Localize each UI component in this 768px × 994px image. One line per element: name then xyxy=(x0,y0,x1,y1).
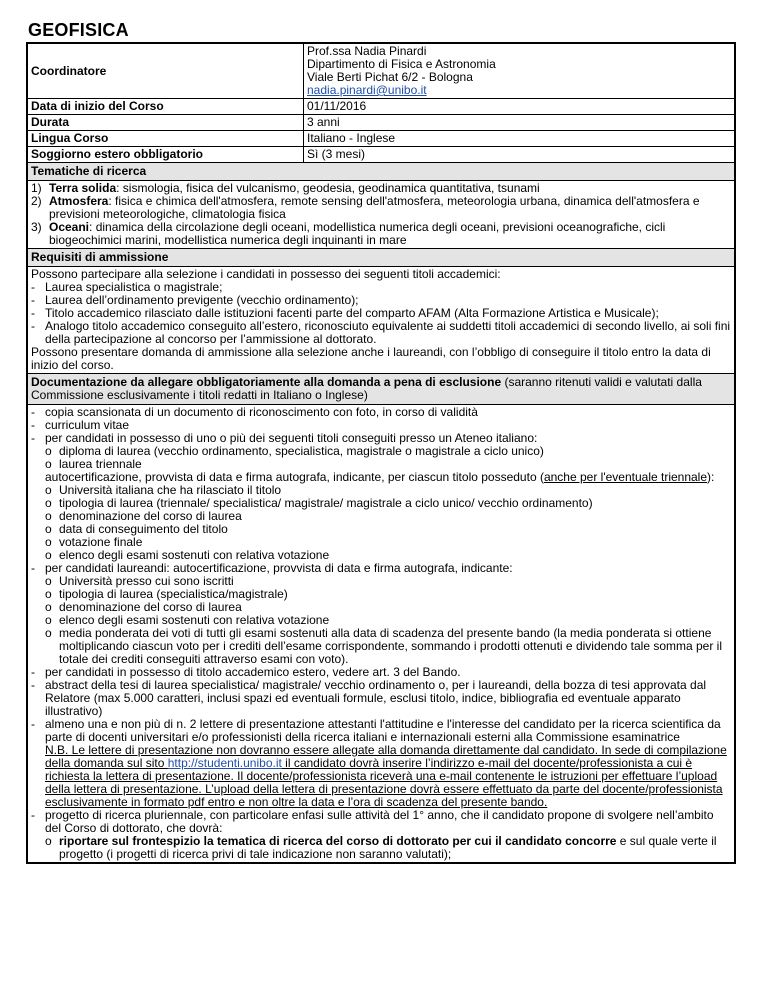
sub-item: o votazione finale xyxy=(45,535,143,549)
coordinatore-email-link[interactable]: nadia.pinardi@unibo.it xyxy=(307,83,427,97)
coordinatore-name: Prof.ssa Nadia Pinardi xyxy=(307,44,427,58)
coordinatore-dept: Dipartimento di Fisica e Astronomia xyxy=(307,57,496,71)
sub-item: o denominazione del corso di laurea xyxy=(45,509,242,523)
durata-value: 3 anni xyxy=(307,115,340,129)
sub-item: o data di conseguimento del titolo xyxy=(45,522,228,536)
documentazione-body xyxy=(28,405,734,862)
sub-item: o denominazione del corso di laurea xyxy=(45,600,242,614)
list-item: 2) Atmosfera: fisica e chimica dell'atmosfera, remote sensing dell'atmosfera, meteorologia urbana, dinamica dell'atmosfera e previsioni meteorologiche, climatologia fisica xyxy=(31,194,700,221)
requisiti-body xyxy=(28,267,734,374)
list-item: - per candidati in possesso di uno o più dei seguenti titoli conseguiti presso un Ateneo italiano: xyxy=(31,431,538,445)
sub-item: o elenco degli esami sostenuti con relativa votazione xyxy=(45,548,330,562)
studenti-unibo-link[interactable]: http://studenti.unibo.it xyxy=(167,756,282,770)
list-item: - Analogo titolo accademico conseguito all’estero, riconosciuto equivalente ai suddetti titoli accademici di secondo livello, ai soli fini della partecipazione al concorso per l’ammissione al dottorato. xyxy=(31,319,731,346)
sub-item: o Università presso cui sono iscritti xyxy=(45,574,234,588)
list-item: - per candidati in possesso di titolo accademico estero, vedere art. 3 del Bando. xyxy=(31,665,461,679)
durata-label: Durata xyxy=(28,115,304,130)
lingua-label: Lingua Corso xyxy=(28,131,304,146)
sub-item: o riportare sul frontespizio la tematica di ricerca del corso di dottorato per cui il candidato concorre e sul quale verte il progetto (i progetti di ricerca privi di tale indicazione non saranno valutati); xyxy=(45,834,717,861)
lingua-value: Italiano - Inglese xyxy=(307,131,396,145)
documentazione-header: Documentazione da allegare obbligatoriamente alla domanda a pena di esclusione (saranno ritenuti validi e valutati dalla Commissione esclusivamente i titoli redatti in Italiano o Inglese) xyxy=(28,374,734,405)
row-durata xyxy=(28,115,734,131)
soggiorno-value: Sì (3 mesi) xyxy=(307,147,366,161)
sub-item: o media ponderata dei voti di tutti gli esami sostenuti alla data di scadenza del presente bando (la media ponderata si ottiene moltiplicando ciascun voto per i crediti dell’esame corrispondente, sommando i prodotti ottenuti e dividendo tale somma per il totale dei crediti conseguiti attraverso esami con voto). xyxy=(45,626,723,666)
coordinatore-label: Coordinatore xyxy=(28,44,304,98)
row-coordinatore xyxy=(28,44,734,99)
tematiche-header: Tematiche di ricerca xyxy=(28,163,734,181)
list-item: - progetto di ricerca pluriennale, con particolare enfasi sulle attività del 1° anno, che il candidato propone di svolgere nell’ambito del Corso di dottorato, che dovrà: xyxy=(31,808,714,835)
requisiti-header: Requisiti di ammissione xyxy=(28,249,734,267)
info-table xyxy=(26,42,736,864)
list-item: - copia scansionata di un documento di riconoscimento con foto, in corso di validità xyxy=(31,405,478,419)
list-item: - abstract della tesi di laurea specialistica/ magistrale/ vecchio ordinamento o, per i laureandi, della bozza di tesi approvata dal Relatore (max 5.000 caratteri, inclusi spazi ed eventuali formule, esclusi titolo, indice, bibliografia ed eventuale apparato illustrativo) xyxy=(31,678,707,718)
sub-item: o Università italiana che ha rilasciato il titolo xyxy=(45,483,282,497)
row-soggiorno xyxy=(28,147,734,163)
sub-item: o laurea triennale xyxy=(45,457,142,471)
list-item: - Titolo accademico rilasciato dalle istituzioni facenti parte del comparto AFAM (Alta Formazione Artistica e Musicale); xyxy=(31,306,659,320)
list-item: - almeno una e non più di n. 2 lettere di presentazione attestanti l'attitudine e l'interesse del candidato per la ricerca scientifica da parte di docenti universitari e/o professionisti della ricerca italiani e internazionali esterni alla Commissione esaminatrice xyxy=(31,717,721,744)
soggiorno-label: Soggiorno estero obbligatorio xyxy=(28,147,304,162)
page-title: GEOFISICA xyxy=(28,20,129,40)
list-item: - curriculum vitae xyxy=(31,418,130,432)
row-data-inizio xyxy=(28,99,734,115)
nb-note: N.B. Le lettere di presentazione non dovranno essere allegate alla domanda direttamente dal candidato. In sede di compilazione della domanda sul sito http://studenti.unibo.it il candidato dovrà inserire l’indirizzo e-mail del docente/professionista a cui è richiesta la lettera di presentazione. Il docente/professionista riceverà una e-mail contenente le istruzioni per effettuare l’upload della lettera di presentazione. L’upload della lettera di presentazione dovrà essere effettuato da parte del docente/professionista esclusivamente in formato pdf entro e non oltre la data e l’ora di scadenza del presente bando. xyxy=(45,743,727,809)
sub-item: o tipologia di laurea (specialistica/magistrale) xyxy=(45,587,288,601)
list-item: - Laurea dell’ordinamento previgente (vecchio ordinamento); xyxy=(31,293,359,307)
data-inizio-value: 01/11/2016 xyxy=(307,99,367,113)
sub-item: o tipologia di laurea (triennale/ specialistica/ magistrale/ magistrale a ciclo unico/ vecchio ordinamento) xyxy=(45,496,593,510)
row-lingua xyxy=(28,131,734,147)
requisiti-intro: Possono partecipare alla selezione i candidati in possesso dei seguenti titoli accademici: xyxy=(31,267,501,281)
list-item: 3) Oceani: dinamica della circolazione degli oceani, modellistica numerica degli oceani, previsioni oceanografiche, cicli biogeochimici marini, modellistica numerica degli inquinanti in mare xyxy=(31,220,666,247)
coordinatore-value xyxy=(304,44,734,98)
coordinatore-address: Viale Berti Pichat 6/2 - Bologna xyxy=(307,70,473,84)
requisiti-outro: Possono presentare domanda di ammissione alla selezione anche i laureandi, con l’obbligo di conseguire il titolo entro la data di inizio del corso. xyxy=(31,345,711,372)
sub-item: o elenco degli esami sostenuti con relativa votazione xyxy=(45,613,330,627)
list-item: 1) Terra solida: sismologia, fisica del vulcanismo, geodesia, geodinamica quantitativa, tsunami xyxy=(31,181,540,195)
data-inizio-label: Data di inizio del Corso xyxy=(28,99,304,114)
list-item: - per candidati laureandi: autocertificazione, provvista di data e firma autografa, indicante: xyxy=(31,561,513,575)
autocertificazione-text: autocertificazione, provvista di data e firma autografa, indicante, per ciascun titolo posseduto (anche per l'eventuale triennale): xyxy=(45,470,715,484)
sub-item: o diploma di laurea (vecchio ordinamento, specialistica, magistrale o magistrale a ciclo unico) xyxy=(45,444,544,458)
tematiche-body xyxy=(28,181,734,249)
list-item: - Laurea specialistica o magistrale; xyxy=(31,280,223,294)
